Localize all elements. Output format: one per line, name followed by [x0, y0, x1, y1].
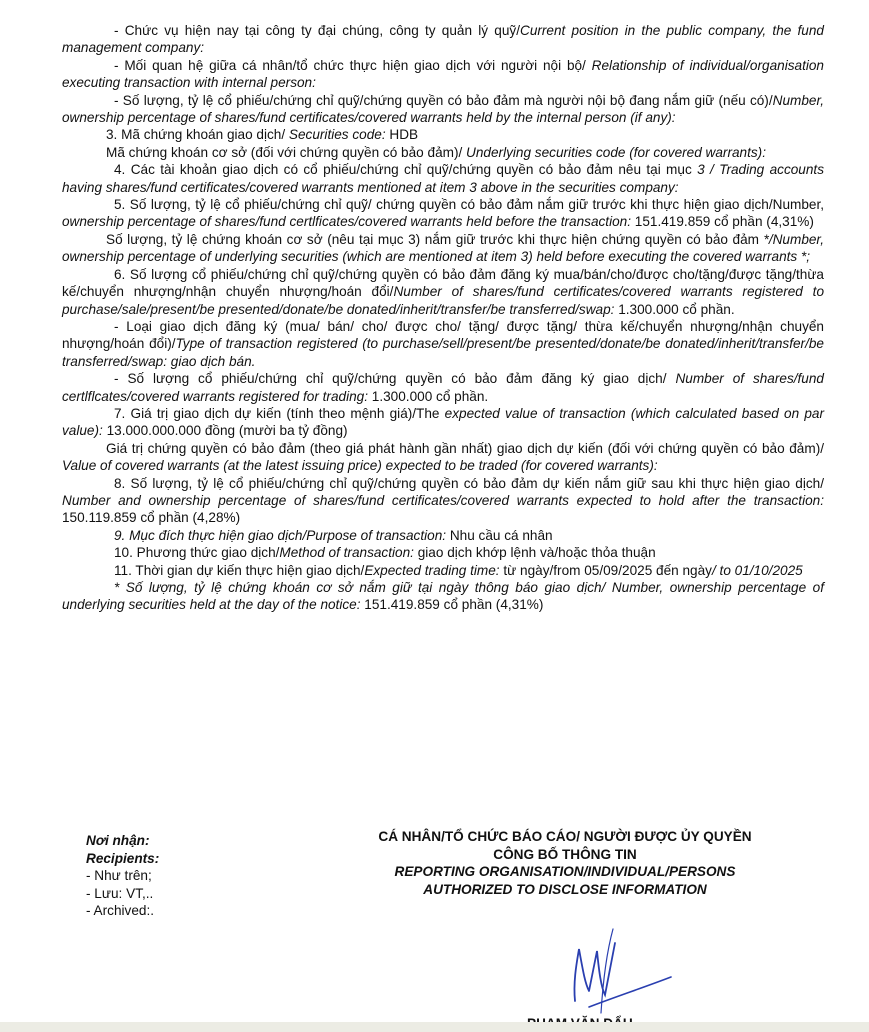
- reporter-title-vi-1: CÁ NHÂN/TỔ CHỨC BÁO CÁO/ NGƯỜI ĐƯỢC ỦY QUYỀN: [378, 829, 752, 844]
- text: - Chức vụ hiện nay tại công ty đại chúng, công ty quản lý quỹ/: [114, 23, 520, 38]
- text: Nhu cầu cá nhân: [446, 527, 553, 543]
- text: 150.119.859 cổ phần (4,28%): [62, 510, 241, 526]
- text: Number and ownership percentage of shares/fund certificates/covered warrants expected to hold after the transaction:: [62, 492, 824, 508]
- recipient-item: - Archived:.: [86, 903, 154, 918]
- text: Type of transaction registered (to purchase/sell/present/be presented/donate/be donated/inherit/transfer/be transferred/swap: giao dịch bán.: [62, 336, 824, 369]
- item-6-quantity: [62, 370, 824, 405]
- handwritten-signature: [545, 921, 675, 1021]
- text: Giá trị chứng quyền có bảo đảm (theo giá phát hành gần nhất) giao dịch dự kiến (đối với chứng quyền có bảo đảm)/: [106, 440, 824, 456]
- text: 5. Số lượng, tỷ lệ cổ phiếu/chứng chỉ quỹ/ chứng quyền có bảo đảm nắm giữ trước khi thực hiện giao dịch/Number,: [114, 197, 824, 213]
- text: expected value of transaction (which calculated based on par value):: [62, 405, 824, 439]
- text: Underlying securities code (for covered warrants):: [466, 144, 766, 160]
- text: từ ngày/from 05/09/2025 đến ngày: [499, 562, 712, 578]
- item-5-underlying: [62, 231, 824, 266]
- page-bottom-edge: [0, 1022, 869, 1032]
- text: 7. Giá trị giao dịch dự kiến (tính theo mệnh giá)/The: [114, 405, 445, 421]
- footnote: [62, 579, 824, 614]
- text: ownership percentage of shares/fund certlficates/covered warrants held before the transaction:: [62, 214, 631, 230]
- text: giao dịch khớp lệnh và/hoặc thỏa thuận: [413, 545, 656, 561]
- text: Current position in the public company, the fund management company:: [62, 23, 824, 56]
- item-7: [62, 405, 824, 440]
- item-6-type: [62, 318, 824, 370]
- current-position-line: [62, 22, 824, 57]
- text: - Loại giao dịch đăng ký (mua/ bán/ cho/ được cho/ tặng/ được tặng/ thừa kế/chuyển nhượng/nhận chuyển nhượng/hoán đổi)/: [62, 318, 824, 352]
- item-9: [62, 527, 824, 544]
- recipient-item: - Lưu: VT,..: [86, 885, 154, 901]
- reporter-block: [330, 828, 800, 898]
- recipients-title-vi: Nơi nhận:: [86, 833, 150, 848]
- signature-section: [0, 828, 869, 1032]
- text: Number of shares/fund certlflcates/covered warrants registered for trading:: [62, 371, 824, 404]
- text: 9. Mục đích thực hiện giao dịch/Purpose of transaction:: [114, 527, 447, 543]
- text: 13.000.000.000 đồng (mười ba tỷ đồng): [102, 423, 348, 439]
- item-10: [62, 544, 824, 561]
- item-3: [62, 126, 824, 143]
- item-5: [62, 196, 824, 231]
- text: Securities code:: [288, 127, 386, 143]
- text: 3. Mã chứng khoán giao dịch/: [106, 127, 289, 143]
- internal-holding-line: [62, 92, 824, 127]
- item-11: [62, 562, 824, 579]
- text: 10. Phương thức giao dịch/: [114, 545, 280, 561]
- text: Method of transaction:: [279, 545, 414, 561]
- text: 6. Số lượng cổ phiếu/chứng chỉ quỹ/chứng quyền có bảo đảm đăng ký mua/bán/cho/được cho/tặng/được tặng/thừa kế/chuyển nhượng/nhận chuyển nhượng/hoán đổi/: [62, 266, 824, 300]
- text: - Số lượng cổ phiếu/chứng chỉ quỹ/chứng quyền có bảo đảm đăng ký giao dịch/: [114, 371, 676, 387]
- text: Number, ownership percentage of shares/fund certificates/covered warrants held by the internal person (if any):: [62, 92, 824, 126]
- text: Expected trading time:: [364, 562, 500, 578]
- reporter-title-en-1: REPORTING ORGANISATION/INDIVIDUAL/PERSONS: [394, 864, 736, 879]
- reporter-title-en-2: AUTHORIZED TO DISCLOSE INFORMATION: [423, 881, 707, 897]
- text: - Mối quan hệ giữa cá nhân/tổ chức thực hiện giao dịch với người nội bộ/: [114, 57, 592, 73]
- text: 8. Số lượng, tỷ lệ cổ phiếu/chứng chỉ quỹ/chứng quyền có bảo đảm dự kiến nắm giữ sau khi thực hiện giao dịch/: [114, 475, 824, 491]
- text: Value of covered warrants (at the latest issuing price) expected to be traded (for covered warrants):: [62, 458, 658, 474]
- text: Relationship of individual/organisation executing transaction with internal person:: [62, 57, 824, 91]
- reporter-title-vi-2: CÔNG BỐ THÔNG TIN: [493, 846, 637, 862]
- text: 4. Các tài khoản giao dịch có cổ phiếu/chứng chỉ quỹ/chứng quyền có bảo đảm nêu tại mục: [114, 162, 698, 178]
- item-4: [62, 161, 824, 196]
- text: 3 / Trading accounts having shares/fund certificates/covered warrants mentioned at item 3 above in the securities company:: [62, 162, 824, 195]
- relationship-line: [62, 57, 824, 92]
- recipient-item: - Như trên;: [86, 868, 152, 883]
- text: 11. Thời gian dự kiến thực hiện giao dịch/: [114, 562, 365, 578]
- document-body: [62, 22, 824, 614]
- text: * Số lượng, tỷ lệ chứng khoán cơ sở nắm giữ tại ngày thông báo giao dịch/ Number, ownership percentage of underlying securities held at the day of the notice:: [62, 580, 824, 613]
- text: 151.419.859 cổ phần (4,31%): [360, 597, 544, 613]
- text: - Số lượng, tỷ lệ cổ phiếu/chứng chỉ quỹ/chứng quyền có bảo đảm mà người nội bộ đang nắm giữ (nếu có)/: [114, 92, 773, 108]
- text: 151.419.859 cổ phần (4,31%): [631, 214, 814, 230]
- text: HDB: [385, 127, 419, 143]
- item-8: [62, 475, 824, 527]
- item-6: [62, 266, 824, 318]
- text: */Number, ownership percentage of underlying securities (which are mentioned at item 3) held before executing the covered warrants *;: [62, 231, 824, 265]
- item-3-underlying: [62, 144, 824, 161]
- recipients-title-en: Recipients:: [86, 850, 160, 866]
- item-7-warrant-value: [62, 440, 824, 475]
- text: 1.300.000 cổ phần.: [614, 301, 735, 317]
- recipients-block: [86, 832, 159, 920]
- text: 1.300.000 cổ phần.: [368, 388, 489, 404]
- text: / to 01/10/2025: [711, 562, 803, 578]
- text: Mã chứng khoán cơ sở (đối với chứng quyền có bảo đảm)/: [106, 144, 467, 160]
- text: Số lượng, tỷ lệ chứng khoán cơ sở (nêu tại mục 3) nắm giữ trước khi thực hiện chứng quyền có bảo đảm: [106, 231, 764, 247]
- text: Number of shares/fund certificates/covered warrants registered to purchase/sale/present/be presented/donate/be donated/inherit/transfer/be transferred/swap:: [62, 284, 824, 317]
